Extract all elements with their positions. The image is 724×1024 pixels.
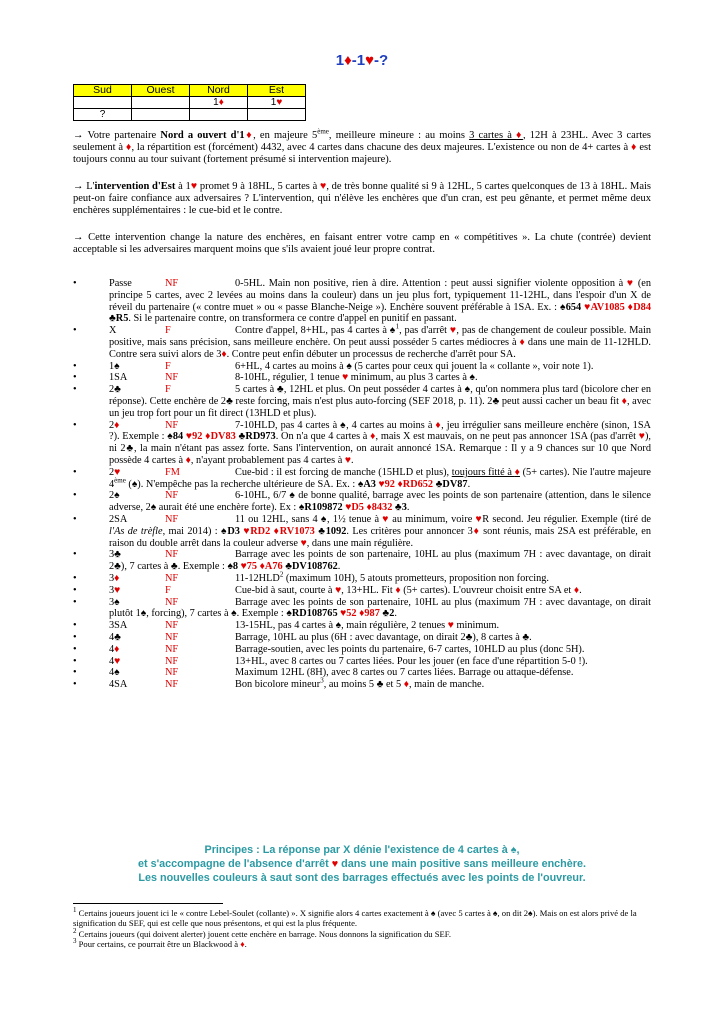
response-code: F — [165, 384, 171, 396]
footnote-divider — [73, 903, 223, 904]
bullet-icon: • — [73, 679, 77, 691]
response-item — [73, 467, 651, 491]
response-code: NF — [165, 596, 179, 608]
bid-level: 1 — [270, 97, 277, 108]
principle-line: et s'accompagne de l'absence d'arrêt ♥ dans une main positive sans meilleure enchère. — [138, 858, 586, 870]
principle-line: Les nouvelles couleurs à saut sont des barrages effectués avec les points de l'ouvreur. — [138, 872, 586, 884]
response-text: Bon bicolore mineur$^3$, au moins 5 ♣ et 5 ♦, main de manche. — [235, 676, 485, 691]
footnote-3: $^3$ Pour certains, ce pourrait être un Blackwood à ♦. — [73, 937, 247, 950]
response-bid: 4SA — [109, 679, 128, 691]
bullet-icon: • — [73, 360, 77, 372]
response-code: NF — [165, 643, 179, 655]
response-bid: 3SA — [109, 620, 128, 632]
bullet-icon: • — [73, 419, 77, 431]
bullet-icon: • — [73, 572, 77, 584]
auction-cell — [132, 97, 190, 109]
response-bid: 1♠ — [109, 360, 120, 372]
response-item — [73, 490, 651, 514]
auction-header-est: Est — [248, 85, 306, 97]
response-item — [73, 278, 651, 325]
response-code: NF — [165, 679, 179, 691]
footnotes — [73, 908, 651, 950]
bullet-icon: • — [73, 513, 77, 525]
auction-header-ouest: Ouest — [132, 85, 190, 97]
response-item — [73, 667, 651, 679]
response-text: Maximum 12HL (8H), avec 8 cartes ou 7 cartes liées. Barrage ou attaque-défense. — [235, 667, 574, 679]
bullet-icon: • — [73, 643, 77, 655]
responses-list — [73, 278, 651, 691]
bullet-icon: • — [73, 325, 77, 337]
response-item — [73, 361, 651, 373]
response-item — [73, 549, 651, 573]
bid-level: 1 — [213, 97, 219, 108]
response-text: 0-5HL. Main non positive, rien à dire. Attention : peut aussi signifier violente opposition à ♥ (en principe 5 cartes, avec 2 levées au moins dans la couleur) dans un jeu plus fort, typiquement 11-12HL, dans l'espoir d'un X de réveil du partenaire (« contre muet » ou « passe Blanche-Neige »). Enchère souvent préférable à 1SA. Ex. : ♠654 ♥AV1085 ♦D84 ♣R5. Si le partenaire contre, on transformera ce contre d'appel en punitif en passant. — [109, 278, 651, 325]
heart-icon: ♥ — [276, 97, 283, 108]
title-prefix: 1 — [335, 52, 345, 69]
response-item — [73, 384, 651, 419]
response-bid: 3♦ — [109, 572, 120, 584]
auction-table — [73, 84, 306, 121]
response-bid: 3♣ — [109, 549, 121, 561]
title-mid: -1 — [351, 52, 366, 69]
response-item — [73, 620, 651, 632]
bullet-icon: • — [73, 278, 77, 289]
response-text: 6+HL, 4 cartes au moins à ♠ (5 cartes pour ceux qui jouent la « collante », voir note 1). — [235, 360, 594, 372]
response-bid: 2♠ — [109, 490, 120, 502]
response-text: 13-15HL, pas 4 cartes à ♠, main régulière, 2 tenues ♥ minimum. — [235, 620, 500, 632]
principles-box — [73, 843, 651, 885]
response-code: NF — [165, 549, 179, 561]
intro-paragraph-opening: → Votre partenaire Nord a ouvert d'1♦, en majeure 5ème, meilleure mineure : au moins 3 cartes à ♦, 12H à 23HL. Avec 3 cartes seulement à ♦, la répartition est (forcément) 4432, avec 4 cartes dans chacune des deux majeures. L'existence ou non de 4+ cartes à ♦ est toujours connu au tour suivant (fortement présumé si intervention majeure). — [73, 127, 652, 166]
response-item — [73, 570, 651, 585]
auction-header-nord: Nord — [190, 85, 248, 97]
principle-line: Principes : La réponse par X dénie l'existence de 4 cartes à ♠, — [204, 844, 520, 856]
response-code: NF — [165, 667, 179, 679]
response-code: NF — [165, 490, 179, 502]
bullet-icon: • — [73, 655, 77, 667]
bullet-icon: • — [73, 466, 77, 478]
auction-cell — [74, 97, 132, 109]
auction-header-row — [74, 85, 306, 97]
bullet-icon: • — [73, 384, 77, 396]
response-code: F — [165, 325, 171, 337]
diamond-icon: ♦ — [218, 97, 224, 108]
auction-cell — [132, 109, 190, 121]
page-title — [0, 52, 724, 69]
auction-row — [74, 109, 306, 121]
auction-cell — [190, 109, 248, 121]
response-text: Cue-bid à saut, courte à ♥, 13+HL. Fit ♦ (5+ cartes). L'ouvreur choisit entre SA et ♦. — [235, 584, 582, 596]
response-code: NF — [165, 620, 179, 632]
response-bid: 4♦ — [109, 643, 120, 655]
footnote-1: $^1$ Certains joueurs jouent ici le « contre Lebel-Soulet (collante) ». X signifie alors 4 cartes exactement à ♠ (avec 5 cartes à ♠, on dit 2♠). Mais on est alors privé de la signification du SEF, qui est celle que nous présentons, et qui est la plus fréquente. — [73, 906, 637, 929]
response-code: NF — [165, 572, 179, 584]
response-item — [73, 632, 651, 644]
response-item — [73, 514, 651, 549]
auction-header-sud: Sud — [74, 85, 132, 97]
response-text: Barrage avec les points de son partenaire, 10HL au plus (maximum 7H : avec davantage, on dirait 2♣), 7 cartes à ♣. Exemple : ♠8 ♥75 ♦A76 ♣DV108762. — [109, 549, 651, 573]
diamond-icon: ♦ — [344, 52, 352, 69]
response-bid: 2♣ — [109, 384, 121, 396]
heart-icon: ♥ — [365, 52, 375, 69]
response-bid: 1SA — [109, 372, 128, 384]
intro-paragraph-competition: → Cette intervention change la nature des enchères, en faisant entrer votre camp en « compétitives ». La chute (contrée) devient acceptable si les adversaires marquent moins que s'ils avaient joué leur propre contrat. — [73, 232, 651, 256]
response-bid: 2♥ — [109, 466, 121, 478]
response-bid: 4♣ — [109, 631, 121, 643]
response-bid: X — [109, 325, 117, 337]
intro-paragraph-intervention: → L'intervention d'Est à 1♥ promet 9 à 18HL, 5 cartes à ♥, de très bonne qualité si 9 à 12HL, 5 cartes quelconques de 13 à 18HL. Mais peut-on faire confiance aux adversaires ? L'intervention, qui n'élève les enchères que d'un cran, est peu gênante, et permet même deux enchères supplémentaires : le cue-bid et le contre. — [73, 181, 652, 217]
response-bid: 3♠ — [109, 596, 120, 608]
bullet-icon: • — [73, 596, 77, 608]
response-item — [73, 644, 651, 656]
response-text: Barrage, 10HL au plus (6H : avec davantage, on dirait 2♣), 8 cartes à ♣. — [235, 631, 532, 643]
response-text: 7-10HLD, pas 4 cartes à ♠, 4 cartes au moins à ♦, jeu irrégulier sans meilleure enchère (sinon, 1SA ?). Exemple : ♠84 ♥92 ♦DV83 ♣RD973. On n'a que 4 cartes à ♦, mais X est mauvais, on ne peut pas annoncer 1SA (pas d'arrêt ♥), ni 2♣, la main n'étant pas assez forte. Sans l'intervention, on aurait annoncé 1SA. Remarque : Il y a 9 chances sur 10 que Nord possède 4 cartes à ♦, n'ayant probablement pas 4 cartes à ♥. — [109, 419, 651, 466]
response-code: NF — [165, 513, 179, 525]
bullet-icon: • — [73, 667, 77, 679]
response-code: NF — [165, 655, 179, 667]
response-text: Cue-bid : il est forcing de manche (15HLD et plus), toujours fitté à ♦ (5+ cartes). Nie l'autre majeure 4ème (♠). N'empêche pas la recherche ultérieure de SA. Ex. : ♠A3 ♥92 ♦RD652 ♣DV87. — [109, 466, 651, 490]
title-tail: -? — [374, 52, 389, 69]
response-text: 11 ou 12HL, sans 4 ♠, 1½ tenue à ♥ au minimum, voire ♥R second. Jeu régulier. Exemple (tiré de l'As de trèfle, mai 2014) : ♠D3 ♥RD2 ♦RV1073 ♣1092. Les critères pour annoncer 3♦ sont réunis, mais 2SA est préférable, en raison du double arrêt dans la couleur adverse ♥, dans une main régulière. — [109, 513, 651, 549]
bullet-icon: • — [73, 631, 77, 643]
response-item — [73, 597, 651, 621]
auction-row — [74, 97, 306, 109]
response-code: NF — [165, 419, 179, 431]
response-item — [73, 420, 651, 467]
response-bid: 4♠ — [109, 667, 120, 679]
response-item — [73, 676, 651, 691]
response-code: NF — [165, 278, 179, 289]
response-bid: 2SA — [109, 513, 128, 525]
auction-cell — [248, 109, 306, 121]
response-bid: 2♦ — [109, 419, 120, 431]
bullet-icon: • — [73, 584, 77, 596]
response-item — [73, 656, 651, 668]
response-text: 13+HL, avec 8 cartes ou 7 cartes liées. Pour les jouer (en face d'une répartition 5-0 !). — [235, 655, 588, 667]
bullet-icon: • — [73, 549, 77, 561]
bullet-icon: • — [73, 620, 77, 632]
response-bid: 3♥ — [109, 584, 121, 596]
response-text: 8-10HL, régulier, 1 tenue ♥ minimum, au plus 3 cartes à ♠. — [235, 372, 478, 384]
response-item — [73, 322, 651, 360]
response-code: NF — [165, 372, 179, 384]
response-code: NF — [165, 631, 179, 643]
response-code: F — [165, 584, 171, 596]
auction-cell-est-bid — [248, 97, 306, 109]
response-code: F — [165, 360, 171, 372]
response-text: Barrage avec les points de son partenaire, 10HL au plus (maximum 7H : avec davantage, on dirait plutôt 1♠, forcing), 7 cartes à ♠. Exemple : ♠RD108765 ♥52 ♦987 ♣2. — [109, 596, 651, 620]
footnote-2: $^2$ Certains joueurs (qui doivent alerter) jouent cette enchère en barrage. Nous donnons la signification du SEF. — [73, 926, 451, 939]
response-text: 11-12HLD$^2$ (maximum 10H), 5 atouts prometteurs, proposition non forcing. — [235, 570, 549, 584]
response-text: Barrage-soutien, avec les points du partenaire, 6-7 cartes, 10HLD au plus (donc 5H). — [235, 643, 585, 655]
response-bid: Passe — [109, 278, 132, 289]
response-item — [73, 585, 651, 597]
response-code: FM — [165, 466, 180, 478]
response-text: 5 cartes à ♣, 12HL et plus. On peut posséder 4 cartes à ♠, qu'on nommera plus tard (bicolore cher en réponse). Cette enchère de 2♣ reste forcing, mais n'est plus auto-forcing (SEF 2018, p. 11). 2♣ peut aussi cacher un beau fit ♦, avec un jeu trop fort pour un fit direct (13HLD et plus). — [109, 384, 651, 419]
response-bid: 4♥ — [109, 655, 121, 667]
auction-cell-nord-bid — [190, 97, 248, 109]
response-text: Contre d'appel, 8+HL, pas 4 cartes à ♠$^1$, pas d'arrêt ♥, pas de changement de couleur possible. Main positive, mais sans précision, sans meilleure enchère. On peut aussi posséder 5 cartes médiocres à ♦ dans une main de 11-12HLD. Contre sera suivi alors de 3♦. Contre peut enfin débuter un processus de recherche d'arrêt pour SA. — [109, 322, 651, 360]
bullet-icon: • — [73, 490, 77, 502]
response-item — [73, 372, 651, 384]
bullet-icon: • — [73, 372, 77, 384]
response-text: 6-10HL, 6/7 ♠ de bonne qualité, barrage avec les points de son partenaire (attention, dans le silence adverse, 2♠ aurait été une enchère forte). Ex : ♠R109872 ♥D5 ♦8432 ♣3. — [109, 490, 651, 514]
auction-cell-question: ? — [74, 109, 132, 121]
